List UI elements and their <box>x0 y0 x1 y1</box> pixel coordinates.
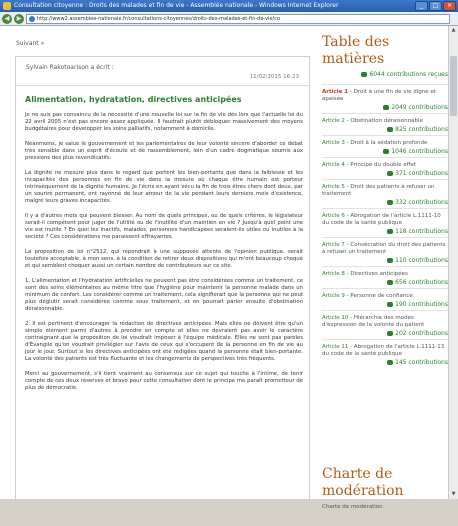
contribution-paragraph: La proposition de loi n°2512, qui répondrait à une supposée attente de l'opinion publique, serait toutefois acceptable, à mon sens, à la condition de retirer deux dispositions qui m'ont beaucoup choqué et qui semblent choquer aussi un certain nombre de contributeurs sur ce site. <box>25 249 303 269</box>
main-content <box>0 26 314 499</box>
article-count[interactable]: 202 contributions <box>322 330 448 337</box>
article-count[interactable]: 110 contributions <box>322 257 448 264</box>
article-number: Article 9 <box>322 293 345 299</box>
contribution-title: Alimentation, hydratation, directives anticipées <box>25 95 242 104</box>
window-title: Consultation citoyenne : Droits des malades et fin de vie - Assemblée nationale - Windows Internet Explorer <box>14 2 339 9</box>
sidebar-item-article-2[interactable] <box>322 113 448 135</box>
article-number: Article 10 <box>322 315 349 321</box>
article-count[interactable]: 656 contributions <box>322 279 448 286</box>
vertical-scrollbar[interactable] <box>448 26 458 499</box>
scroll-down-icon[interactable]: ▼ <box>451 491 456 497</box>
article-label <box>322 293 448 300</box>
forward-arrow-icon[interactable]: ▶ <box>14 14 24 24</box>
sidebar-item-article-4[interactable] <box>322 157 448 179</box>
article-label <box>322 162 448 169</box>
article-count[interactable]: 145 contributions <box>322 359 448 366</box>
article-count[interactable]: 825 contributions <box>322 126 448 133</box>
contribution-author: Sylvain Rakotoarison a écrit : <box>26 64 114 71</box>
minimize-button[interactable]: _ <box>415 1 428 11</box>
sidebar-item-article-3[interactable] <box>322 135 448 157</box>
article-count[interactable]: 118 contributions <box>322 228 448 235</box>
comment-bubble-icon <box>387 200 393 205</box>
scroll-up-icon[interactable]: ▲ <box>451 27 456 33</box>
comment-bubble-icon <box>387 302 393 307</box>
article-number: Article 8 <box>322 271 345 277</box>
article-count[interactable]: 332 contributions <box>322 199 448 206</box>
article-label <box>322 213 448 227</box>
contribution-paragraph: Il y a d'autres mots qui peuvent blesser. Au nom de quels principes, ou de quels critères, le législateur serait-il compétent pour juger de l'utilité ou de l'inutilité d'un maintien en vie ? Jusqu'à quel point une vie est inutile ? En quoi les inactifs, malades, personnes handicapées seraient-ils utiles ou inutiles à la société ? Ces considérations me paraissent effrayantes. <box>25 213 303 240</box>
article-text: - Directives anticipées <box>344 271 408 277</box>
sidebar-item-article-1[interactable] <box>322 84 448 113</box>
address-bar <box>0 12 458 26</box>
sidebar <box>316 26 448 499</box>
article-label <box>322 184 448 198</box>
article-text: - Consécration du droit des patients à refuser un traitement <box>322 242 446 255</box>
contribution-paragraph: Je ne suis pas convaincu de la nécessité d'une nouvelle loi sur la fin de vie dès lors que l'actuelle loi du 22 avril 2005 n'est pas encore assez appliquée. Il faudrait plutôt débloquer massivement des moyens budgétaires pour développer les soins palliatifs, notamment à domicile. <box>25 112 303 132</box>
scroll-thumb[interactable] <box>450 56 457 116</box>
article-number: Article 11 <box>322 344 349 350</box>
sidebar-item-article-6[interactable] <box>322 208 448 237</box>
article-text: - Abrogation de l'article L.1111-13 du code de la santé publique <box>322 344 445 357</box>
article-count[interactable]: 2049 contributions <box>322 104 448 111</box>
contribution-card <box>15 56 310 501</box>
contribution-paragraph: Merci au gouvernement, s'il tient vraiment au consensus sur ce sujet qui touche à l'intime, de tenir compte de ces deux réserves et bravo pour cette consultation dont le principe me paraît prometteur de plus de démocratie. <box>25 371 303 391</box>
article-number: Article 6 <box>322 213 345 219</box>
article-text: - Droit à la sédation profonde <box>344 140 428 146</box>
toc-title: Table des matières <box>322 34 390 67</box>
sidebar-item-article-5[interactable] <box>322 179 448 208</box>
article-number: Article 4 <box>322 162 345 168</box>
article-count[interactable]: 190 contributions <box>322 301 448 308</box>
page-icon <box>29 16 35 22</box>
comment-bubble-icon <box>387 360 393 365</box>
comment-bubble-icon <box>383 149 389 154</box>
url-text: http://www2.assemblee-nationale.fr/consultations-citoyennes/droits-des-malades-et-fin-de-vie/co <box>37 16 281 22</box>
contribution-paragraph: La dignité ne mesure plus dans le regard que portent les bien-portants que dans la faiblesse et les incapacités des personnes en fin de vie dans la mesure où chaque être humain est porteur intrinsèquement de la dignité humaine. Je l'écris en ayant vécu la fin de trois êtres chers dont deux, par un sourire permanent, ont rayonné de leur amour de la vie pendant leurs derniers mois d'existence, malgré leurs graves incapacités. <box>25 170 303 204</box>
window-titlebar <box>0 0 458 12</box>
article-text: - Droit des patients à refuser un traitement <box>322 184 435 197</box>
page-viewport <box>0 26 458 510</box>
back-arrow-icon[interactable]: ◀ <box>2 14 12 24</box>
contribution-paragraph: 2. Il est pertinent d'encourager la rédaction de directives anticipées. Mais elles ne doivent être qu'un simple élément parmi d'autres à prendre en compte et elles ne devraient pas avoir le caractère contraignant que la proposition de loi voudrait imposer à l'équipe médicale. Elles ne sont pas paroles d'Évangile qu'on voudrait privilégier sur l'avis de ceux qui s'occupent de la personne en fin de vie au jour le jour. Surtout si les directives anticipées ont été rédigées quand la personne était bien-portante. La volonté des patients est très fluctuante et les changements de perspectives très fréquents. <box>25 321 303 362</box>
moderation-section <box>322 466 448 526</box>
article-label <box>322 118 448 125</box>
article-label <box>322 242 448 256</box>
window-controls <box>415 1 456 11</box>
comment-bubble-icon <box>387 280 393 285</box>
comment-bubble-icon <box>387 258 393 263</box>
article-number: Article 2 <box>322 118 345 124</box>
article-number: Article 3 <box>322 140 345 146</box>
moderation-link[interactable]: Charte de modération <box>322 504 383 510</box>
total-contributions: 6044 contributions reçues <box>322 71 448 78</box>
ie-app-icon <box>3 2 11 10</box>
article-label <box>322 344 448 358</box>
article-count[interactable]: 1046 contributions <box>322 148 448 155</box>
article-label <box>322 271 448 278</box>
article-number: Article 7 <box>322 242 345 248</box>
sidebar-item-article-8[interactable] <box>322 266 448 288</box>
article-text: - Hiérarchie des modes d'expression de la volonté du patient <box>322 315 425 328</box>
comment-bubble-icon <box>383 105 389 110</box>
article-list <box>322 84 448 368</box>
sidebar-item-article-7[interactable] <box>322 237 448 266</box>
article-text: - Principe du double effet <box>344 162 416 168</box>
next-link[interactable]: Suivant » <box>16 40 45 47</box>
article-text: - Droit à une fin de vie digne et apaisée <box>322 89 436 102</box>
table-of-contents <box>322 34 448 368</box>
url-input[interactable] <box>26 14 450 24</box>
sidebar-item-article-10[interactable] <box>322 310 448 339</box>
moderation-title: Charte de modération <box>322 466 404 499</box>
sidebar-item-article-11[interactable] <box>322 339 448 368</box>
article-count[interactable]: 371 contributions <box>322 170 448 177</box>
comment-bubble-icon <box>387 331 393 336</box>
divider <box>16 85 309 86</box>
article-number: Article 5 <box>322 184 345 190</box>
contribution-body <box>25 112 303 400</box>
contribution-paragraph: Néanmoins, je salue le gouvernement et les parlementaires de leur volonté sincère d'aborder ce débat très sensible dans un esprit d'écoute et de rassemblement, loin d'un cadre dogmatique soumis aux pressions des plus revendicatifs. <box>25 141 303 161</box>
article-label <box>322 140 448 147</box>
comment-bubble-icon <box>387 127 393 132</box>
close-button[interactable]: × <box>443 1 456 11</box>
article-label <box>322 315 448 329</box>
article-number: Article 1 <box>322 89 349 95</box>
contribution-date: 11/02/2015 16:23 <box>249 74 299 80</box>
comment-bubble-icon <box>387 171 393 176</box>
article-text: - Personne de confiance <box>344 293 413 299</box>
sidebar-item-article-9[interactable] <box>322 288 448 310</box>
comment-bubble-icon <box>361 72 367 77</box>
article-label <box>322 89 448 103</box>
article-text: - Abrogation de l'article L.1111-10 du code de la santé publique <box>322 213 441 226</box>
maximize-button[interactable]: □ <box>429 1 442 11</box>
contribution-paragraph: 1. L'alimentation et l'hydratation artificielles ne peuvent pas être considérées comme un traitement, ce sont des soins élémentaires au même titre que l'hygiène pour maintenir la personne malade dans un minimum de confort. Les considérer comme un traitement, cela signifierait que la personne qui ne peut plus déglutir serait considérée comme sous traitement, et on pourrait parler ensuite d'obstination déraisonnable. <box>25 278 303 312</box>
article-text: - Obstination déraisonnable <box>344 118 423 124</box>
comment-bubble-icon <box>387 229 393 234</box>
